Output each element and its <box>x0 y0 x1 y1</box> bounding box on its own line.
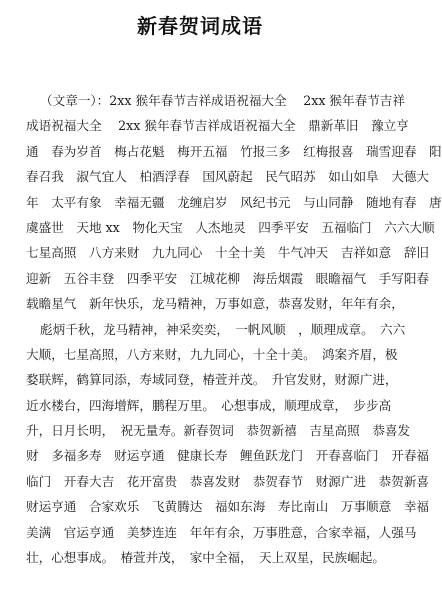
text-line: 载瞻星气 新年快乐，龙马精神，万事如意，恭喜发财，年年有余， <box>26 296 404 312</box>
text-line: 大顺，七星高照，八方来财，九九同心，十全十美。 鸿案齐眉，极 <box>26 346 398 362</box>
text-line: 通 春为岁首 梅占花魁 梅开五福 竹报三多 红梅报喜 瑞雪迎春 阳 <box>26 143 442 159</box>
text-line: 升，日月长明， 祝无量寿。新春贺词 恭贺新禧 吉星高照 恭喜发 <box>26 423 411 439</box>
text-line: 年 太平有象 幸福无疆 龙缠启岁 风纪书元 与山同静 随地有春 唐 <box>26 194 442 210</box>
text-line: 近水楼台，四海增辉，鹏程万里。 心想事成，顺理成章， 步步高 <box>26 397 392 413</box>
text-line: 成语祝福大全 2xx 猴年春节吉祥成语祝福大全 鼎新革旧 豫立亨 <box>26 118 409 134</box>
document-body <box>26 88 442 570</box>
text-line: 春召我 淑气宜人 柏酒浮春 国风蔚起 民气昭苏 如山如阜 大德大 <box>26 169 429 185</box>
text-line: 七星高照 八方来财 九九同心 十全十美 牛气冲天 吉祥如意 辞旧 <box>26 245 429 261</box>
text-line: 临门 开春大吉 花开富贵 恭喜发财 恭贺春节 财源广进 恭贺新喜 <box>26 473 429 489</box>
document-title: 新春贺词成语 <box>137 14 263 38</box>
text-line: 虞盛世 天地 xx 物化天宝 人杰地灵 四季平安 五福临门 六六大顺 <box>26 219 435 235</box>
text-line: 财 多福多寿 财运亨通 健康长寿 鲤鱼跃龙门 开春喜临门 开春福 <box>26 448 429 464</box>
text-line: 婺联辉，鹤算同添，寿域同登，椿萱并茂。 升官发财，财源广进， <box>26 372 398 388</box>
text-line: 壮，心想事成。 椿萱并茂， 家中全福， 天上双星，民族崛起。 <box>26 550 385 566</box>
text-line: （文章一）：2xx 猴年春节吉祥成语祝福大全 2xx 猴年春节吉祥 <box>40 93 405 108</box>
text-line: 迎新 五谷丰登 四季平安 江城花柳 海岳烟霞 眼瞻福气 手写阳春 <box>26 270 429 286</box>
text-line: 财运亨通 合家欢乐 飞黄腾达 福如东海 寿比南山 万事顺意 幸福 <box>26 499 429 515</box>
text-line: 彪炳千秋，龙马精神，神采奕奕， 一帆风顺 ，顺理成章。 六六 <box>40 321 406 337</box>
text-line: 美满 官运亨通 美梦连连 年年有余，万事胜意，合家幸福，人强马 <box>26 524 417 540</box>
